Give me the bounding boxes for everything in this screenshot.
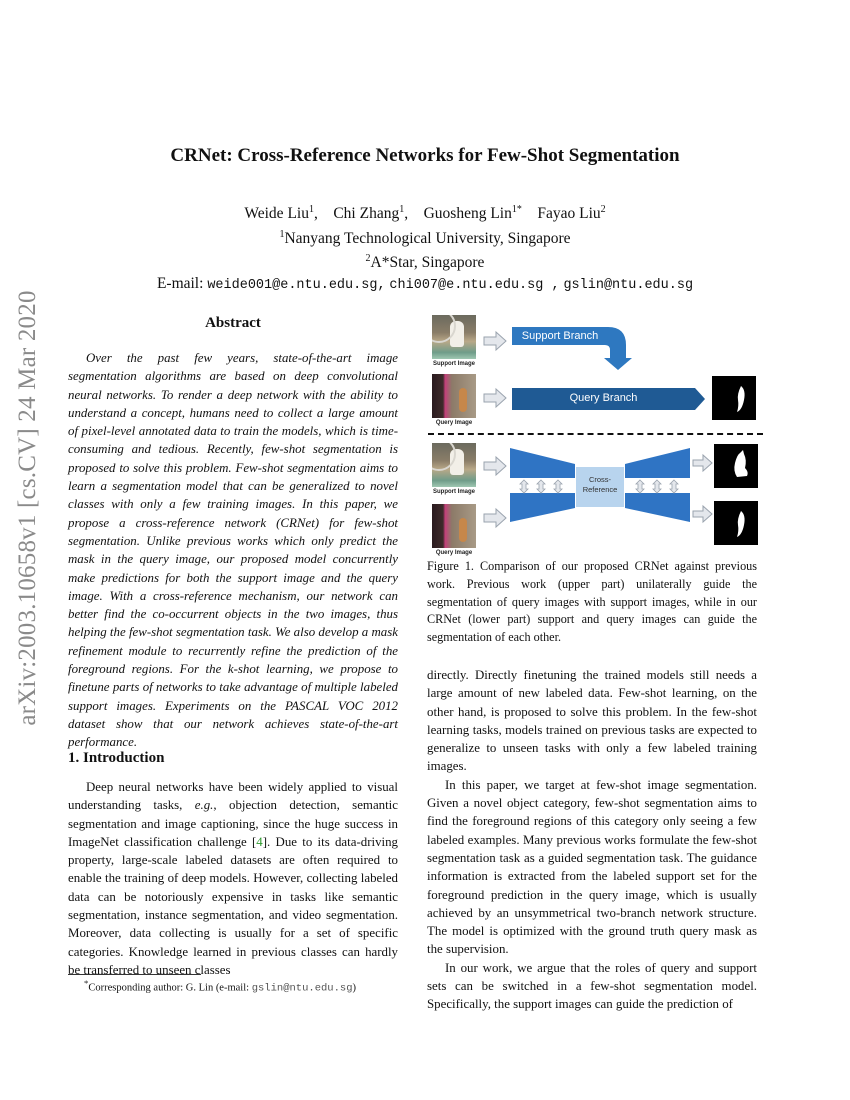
abstract-text: Over the past few years, state-of-the-art image segmentation algorithms are based on deep convolutional neural networks. To render a deep network with the ability to understand a concept, humans need to collect a large amount of pixel-level annotated data to train the models, which is time-consuming and tedious. Recently, few-shot segmentation is proposed to solve this problem. Few-shot segmentation aims to learn a segmentation model that can be generalized to novel classes with only a few training images. In this paper, we propose a cross-reference network (CRNet) for few-shot segmentation. Unlike previous works which only predict the mask in the query image, our proposed model concurrently make predictions for both the support image and the query image. With a cross-reference mechanism, our network can better find the co-occurrent objects in the two images, thus helping the few-shot segmentation task. We also develop a mask refinement module to recurrently refine the prediction of the foreground regions. For the k-shot learning, we propose to finetune parts of networks to take advantage of multiple labeled support images. Experiments on the PASCAL VOC 2012 dataset show that our network achieves state-of-the-art performance.	[68, 351, 398, 750]
paragraph: directly. Directly finetuning the trained models still needs a large amount of new labeled data. Few-shot learning, on the other hand, is proposed to solve this problem. In the few-shot learning tasks, models trained on previous tasks are expected to generalize to unseen tasks with only a few labeled training images.	[427, 668, 757, 774]
support-branch-label: Support Branch	[521, 330, 599, 342]
paragraph	[68, 778, 398, 979]
author-affiliation-mark: 1*	[511, 204, 522, 215]
affiliation-mark: 2	[365, 253, 371, 265]
query-image-thumbnail	[432, 504, 476, 548]
author-name: Guosheng Lin	[423, 205, 512, 223]
figure-1	[428, 312, 763, 557]
figure-divider-dashed	[428, 433, 763, 435]
affiliation-line	[0, 249, 850, 274]
support-image-thumbnail	[432, 443, 476, 487]
author-affiliation-mark: 2	[600, 204, 606, 215]
arxiv-identifier-text: arXiv:2003.10658v1 [cs.CV] 24 Mar 2020	[14, 290, 41, 726]
footnote-divider	[68, 974, 201, 975]
author-affiliation-mark: 1	[399, 204, 405, 215]
introduction-right-column	[427, 666, 757, 1014]
support-image-label: Support Image	[432, 361, 475, 367]
abstract-body	[68, 349, 398, 752]
text-run: ]. Due to its data-driving property, large-scale labeled datasets are often required to enable the training of deep models. However, collecting labeled data can be notoriously expensive in tasks like semantic segmentation, instance segmentation, and video segmentation. Moreover, data collecting is usually for a set of specific categories. Knowledge learned in previous classes can hardly be transferred to unseen classes	[68, 834, 398, 977]
email-address[interactable]: weide001@e.ntu.edu.sg,	[207, 277, 386, 293]
author-affiliation-mark: 1	[308, 204, 314, 215]
author-name: Fayao Liu	[537, 205, 601, 223]
abstract-heading: Abstract	[205, 315, 261, 331]
query-image-label: Query Image	[435, 420, 473, 426]
affiliation-line	[0, 225, 850, 250]
email-line	[0, 274, 850, 297]
cross-reference-label-line: Reference	[582, 485, 618, 494]
section-heading-introduction: 1. Introduction	[68, 750, 165, 766]
affiliation-name: A*Star, Singapore	[370, 254, 485, 272]
query-decoder	[625, 493, 690, 522]
figure-1-caption: Figure 1. Comparison of our proposed CRNet against previous work. Previous work (upper part) unilaterally guide the segmentation of query images with support images, while in our CRNet (lower part) support and query images can guide the segmentation of each other.	[427, 559, 757, 645]
paragraph: In our work, we argue that the roles of query and support sets can be switched in a few-shot segmentation model. Specifically, the support images can guide the prediction of	[427, 960, 757, 1012]
support-image-label: Support Image	[432, 489, 475, 495]
paragraph: In this paper, we target at few-shot image segmentation. Given a novel object category, few-shot segmentation aims to find the foreground regions of this category only seeing a few labeled examples. Many previous works formulate the few-shot segmentation task as a guided segmentation task. The guidance information is extracted from the labeled support set for the foreground prediction in the query image, which is usually achieved by an unsymmetrical two-branch network structure. The model is optimized with the ground truth query mask as the supervision.	[427, 777, 757, 957]
author-name: Weide Liu	[244, 205, 309, 223]
cross-reference-label-line: Cross-	[588, 475, 612, 484]
footnote-mark: *	[84, 978, 89, 988]
email-address[interactable]: chi007@e.ntu.edu.sg ,	[389, 277, 560, 293]
text-run: Deep neural networks have been widely applied to visual understanding tasks,	[68, 780, 398, 813]
cross-reference-label	[576, 475, 624, 495]
text-run-italic: e.g.	[194, 798, 214, 813]
query-branch-label: Query Branch	[569, 392, 638, 404]
footnote-close: )	[352, 982, 357, 994]
footnote-email[interactable]: gslin@ntu.edu.sg	[251, 982, 353, 995]
input-arrow-icon	[484, 332, 506, 407]
email-address[interactable]: gslin@ntu.edu.sg	[563, 277, 694, 293]
citation-link[interactable]: 4	[256, 834, 263, 849]
query-encoder	[510, 493, 575, 522]
footnote	[84, 978, 356, 995]
support-decoder	[625, 448, 690, 478]
query-image-label: Query Image	[435, 550, 473, 556]
paper-title: CRNet: Cross-Reference Networks for Few-Shot Segmentation	[170, 145, 680, 166]
arxiv-identifier-stamp	[8, 288, 48, 728]
affiliation-name: Nanyang Technological University, Singapore	[284, 229, 571, 247]
author-name: Chi Zhang	[333, 205, 400, 223]
support-encoder	[510, 448, 575, 478]
author-list: Weide Liu$^1$, Chi Zhang$^1$, Guosheng Lin$^{1*}$ Fayao Liu$^2$	[244, 204, 606, 223]
introduction-left-column	[68, 778, 398, 979]
text-run: , objection detection, semantic segmentation and image captioning, since the huge success in ImageNet classification challenge [	[68, 798, 398, 849]
query-mask-output	[714, 501, 758, 545]
author-block	[0, 200, 850, 296]
email-label: E-mail:	[156, 274, 204, 292]
footnote-text: Corresponding author: G. Lin (e-mail:	[88, 982, 252, 994]
affiliation-mark: 1	[279, 228, 285, 240]
